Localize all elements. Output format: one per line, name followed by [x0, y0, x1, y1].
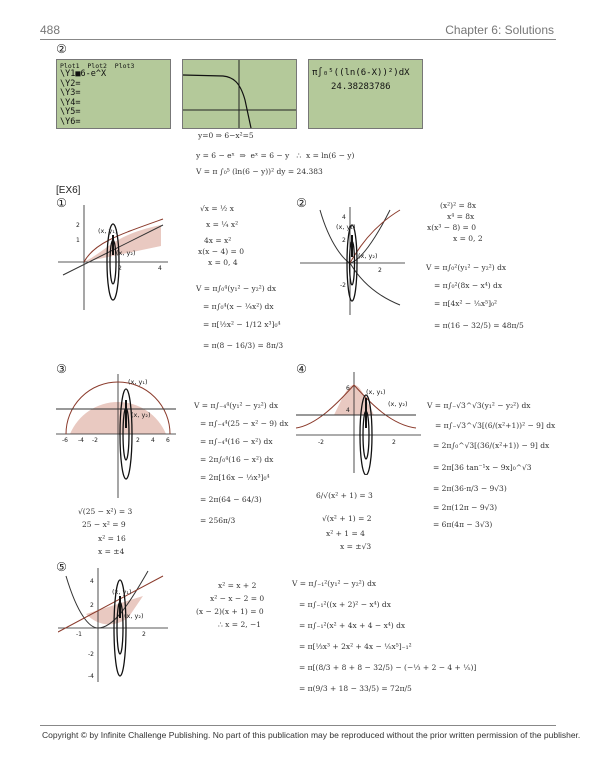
svg-text:(x, y₁): (x, y₁) — [366, 388, 386, 396]
p3-vol-5: = 2π[16x − ⅓x³]₀⁴ — [200, 473, 270, 482]
p5-vol-4: = π[⅓x³ + 2x² + 4x − ⅕x⁵]₋₁² — [299, 642, 412, 651]
problem-1-graph — [58, 205, 178, 315]
p3-vol-7: = 256π/3 — [200, 516, 236, 525]
copyright-notice: Copyright © by Infinite Challenge Publishing. No part of this publication may be reproduced without the prior written permission of the publisher. — [42, 730, 581, 740]
p4-cond-3: x² + 1 = 4 — [326, 529, 365, 538]
p2-vol-3: = π[4x² − ⅕x⁵]₀² — [434, 299, 498, 308]
problem-2-graph — [300, 205, 410, 317]
p4-vol-6: = 2π(12π − 9√3) — [433, 503, 498, 512]
p5-vol-1: V = π∫₋₁²(y₁² − y₂²) dx — [292, 579, 377, 588]
p1-vol-3: = π[½x² − 1/12 x³]₀⁴ — [203, 320, 281, 329]
p1-cond-4: x(x − 4) = 0 — [198, 247, 244, 256]
svg-text:2: 2 — [142, 631, 146, 638]
plot-menu: Plot1 Plot2 Plot3 — [60, 62, 135, 70]
p3-cond-3: x² = 16 — [98, 534, 126, 543]
svg-text:2: 2 — [136, 437, 140, 444]
svg-text:-2: -2 — [340, 282, 346, 289]
svg-text:2: 2 — [378, 267, 382, 274]
chapter-title: Chapter 6: Solutions — [445, 23, 554, 37]
p5-vol-6: = π(9/3 + 18 − 33/5) = 72π/5 — [299, 684, 412, 693]
footer-rule — [40, 725, 556, 726]
graph-caption: y=0 ⇒ 6−x²=5 — [198, 131, 254, 140]
problem-3-graph — [56, 372, 176, 500]
svg-text:-2: -2 — [88, 651, 94, 658]
svg-text:6: 6 — [166, 437, 170, 444]
svg-text:(x, y₁): (x, y₁) — [112, 588, 132, 596]
part-marker: ② — [56, 42, 67, 56]
p3-vol-2: = π∫₋₄⁴(25 − x² − 9) dx — [200, 419, 289, 428]
svg-text:2: 2 — [342, 237, 346, 244]
svg-text:-2: -2 — [318, 439, 324, 446]
p3-cond-2: 25 − x² = 9 — [82, 520, 126, 529]
problem-5-graph — [58, 566, 170, 684]
p5-vol-2: = π∫₋₁²((x + 2)² − x⁴) dx — [299, 600, 391, 609]
svg-text:(x, y₂): (x, y₂) — [388, 400, 408, 408]
p3-vol-6: = 2π(64 − 64/3) — [200, 495, 262, 504]
problem-2-marker: ② — [296, 196, 307, 210]
p4-vol-3: = 2π∫₀^√3[(36/(x²+1)) − 9] dx — [433, 441, 550, 450]
svg-text:(x, y₁): (x, y₁) — [336, 223, 356, 231]
p5-cond-2: x² − x − 2 = 0 — [210, 594, 265, 603]
svg-text:4: 4 — [151, 437, 155, 444]
p2-vol-2: = π∫₀²(8x − x⁴) dx — [434, 281, 503, 290]
p1-cond-2: x = ¼ x² — [206, 220, 239, 229]
svg-text:-4: -4 — [88, 673, 94, 680]
svg-text:-4: -4 — [78, 437, 84, 444]
svg-text:(x, y₂): (x, y₂) — [131, 411, 151, 419]
svg-text:2: 2 — [392, 439, 396, 446]
p4-cond-1: 6/√(x² + 1) = 3 — [316, 491, 373, 500]
p2-vol-4: = π(16 − 32/5) = 48π/5 — [434, 321, 524, 330]
calculator-screen-graph — [182, 59, 297, 129]
point-label-y2: (x, y₂) — [116, 249, 136, 257]
p4-vol-1: V = π∫₋√3^√3(y₁² − y₂²) dx — [427, 401, 531, 410]
calculator-screen-equations — [56, 59, 171, 129]
calculator-graph — [183, 60, 296, 128]
calculator-screen-result — [308, 59, 423, 129]
equation-line-6: \Y6= — [60, 116, 81, 127]
p2-cond-3: x(x³ − 8) = 0 — [427, 223, 476, 232]
problem-4-marker: ④ — [296, 362, 307, 376]
p4-vol-2: = π∫₋√3^√3[(6/(x²+1))² − 9] dx — [435, 421, 556, 430]
problem-3-marker: ③ — [56, 362, 67, 376]
p3-vol-4: = 2π∫₀⁴(16 − x²) dx — [200, 455, 274, 464]
p1-cond-1: √x = ½ x — [200, 204, 234, 213]
svg-text:(x, y₂): (x, y₂) — [124, 612, 144, 620]
equation-line-3: \Y3= — [60, 88, 81, 98]
svg-text:-2: -2 — [92, 437, 98, 444]
problem-1-marker: ① — [56, 196, 67, 210]
p4-cond-4: x = ±√3 — [340, 542, 372, 551]
volume-equation: V = π ∫₀⁵ (ln(6 − y))² dy = 24.383 — [196, 167, 323, 176]
p1-vol-2: = π∫₀⁴(x − ¼x²) dx — [203, 302, 274, 311]
page-number: 488 — [40, 23, 61, 37]
p5-cond-4: ∴ x = 2, −1 — [218, 620, 262, 629]
p4-cond-2: √(x² + 1) = 2 — [322, 514, 372, 523]
problem-5-marker: ⑤ — [56, 560, 67, 574]
p1-vol-1: V = π∫₀⁴(y₁² − y₂²) dx — [196, 284, 277, 293]
p2-cond-1: (x²)² = 8x — [440, 201, 477, 210]
integral-result: 24.38283786 — [331, 82, 391, 92]
p3-cond-4: x = ±4 — [98, 547, 125, 556]
svg-text:6: 6 — [346, 385, 350, 392]
svg-text:-1: -1 — [76, 631, 82, 638]
p3-cond-1: √(25 − x²) = 3 — [78, 507, 133, 516]
p5-cond-1: x² = x + 2 — [218, 581, 257, 590]
p5-vol-3: = π∫₋₁²(x² + 4x + 4 − x⁴) dx — [299, 621, 406, 630]
header-rule — [40, 39, 556, 40]
p4-vol-4: = 2π[36 tan⁻¹x − 9x]₀^√3 — [433, 463, 532, 472]
svg-text:(x, y₁): (x, y₁) — [128, 378, 148, 386]
svg-text:-6: -6 — [62, 437, 68, 444]
svg-text:2: 2 — [118, 265, 122, 272]
svg-text:2: 2 — [90, 602, 94, 609]
p1-vol-4: = π(8 − 16/3) = 8π/3 — [203, 341, 284, 350]
problem-4-graph — [296, 370, 421, 475]
svg-text:(x, y₂): (x, y₂) — [358, 252, 378, 260]
equation-line-5: \Y5= — [60, 107, 81, 117]
p3-vol-3: = π∫₋₄⁴(16 − x²) dx — [200, 437, 273, 446]
inverse-equation: y = 6 − eˣ ⇒ eˣ = 6 − y ∴ x = ln(6 − y) — [196, 151, 355, 160]
svg-text:4: 4 — [346, 407, 350, 414]
svg-text:4: 4 — [90, 578, 94, 585]
p5-cond-3: (x − 2)(x + 1) = 0 — [196, 607, 264, 616]
p1-cond-5: x = 0, 4 — [208, 258, 238, 267]
ex6-label: [EX6] — [56, 185, 81, 196]
p1-cond-3: 4x = x² — [204, 236, 232, 245]
p2-vol-1: V = π∫₀²(y₁² − y₂²) dx — [426, 263, 507, 272]
p5-vol-5: = π[(8/3 + 8 + 8 − 32/5) − (−⅓ + 2 − 4 + ⅕)] — [299, 663, 477, 672]
equation-line-1: \Y1■6-e^X — [60, 69, 107, 79]
p4-vol-7: = 6π(4π − 3√3) — [433, 520, 493, 529]
svg-text:2: 2 — [76, 222, 80, 229]
svg-text:4: 4 — [342, 214, 346, 221]
p2-cond-2: x⁴ = 8x — [447, 212, 475, 221]
point-label-y1: (x, y₁) — [98, 227, 118, 235]
equation-line-4: \Y4= — [60, 97, 81, 108]
integral-expression: π∫₀⁵((ln(6-X))²)dX — [312, 68, 410, 78]
svg-text:4: 4 — [158, 265, 162, 272]
p3-vol-1: V = π∫₋₄⁴(y₁² − y₂²) dx — [194, 401, 279, 410]
svg-text:1: 1 — [76, 237, 80, 244]
equation-line-2: \Y2= — [60, 78, 81, 89]
p4-vol-5: = 2π(36·π/3 − 9√3) — [433, 484, 507, 493]
p2-cond-4: x = 0, 2 — [453, 234, 483, 243]
